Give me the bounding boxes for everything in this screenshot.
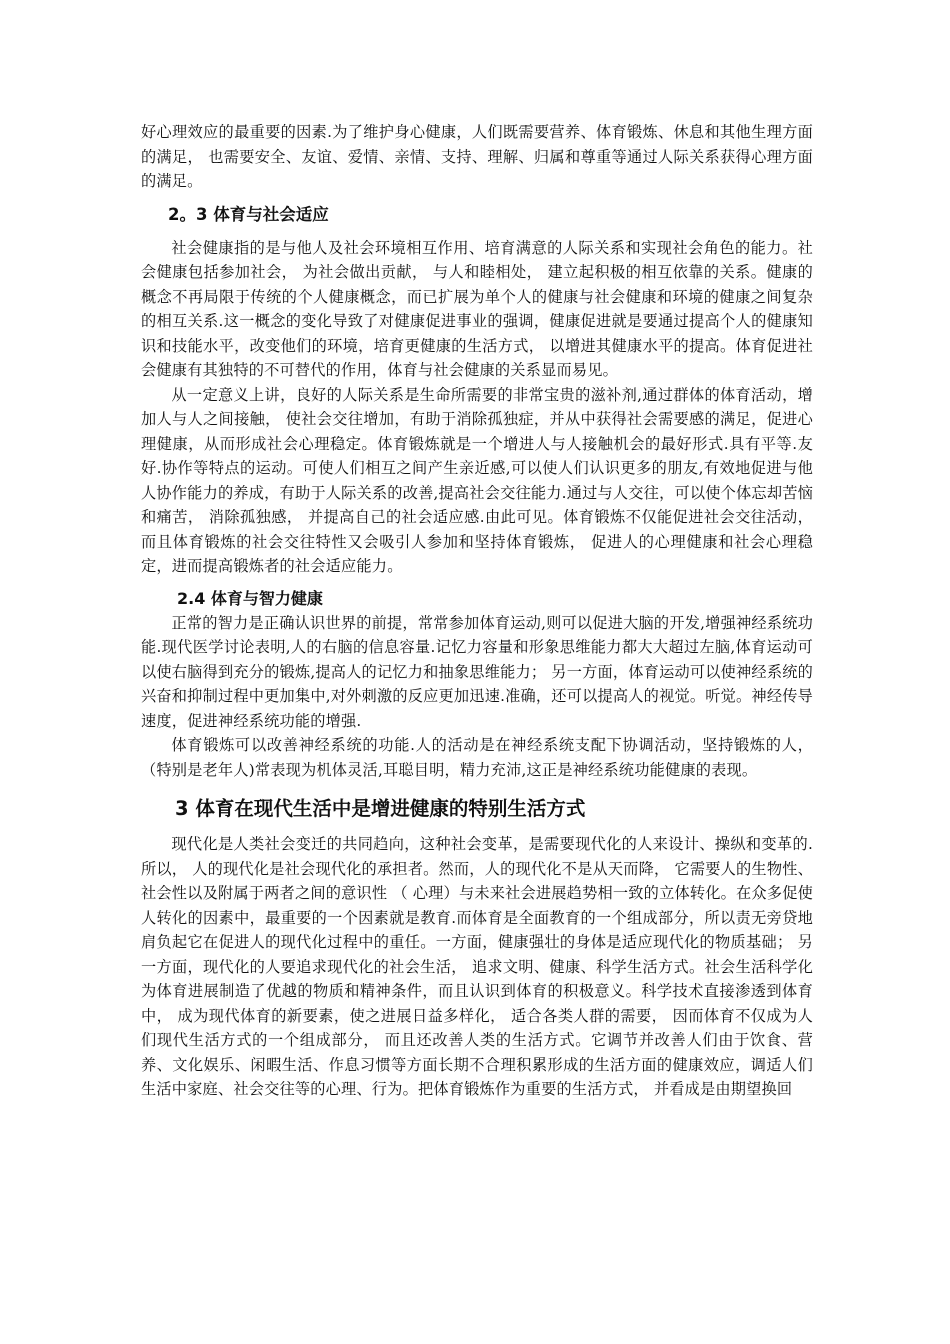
paragraph-continued: 好心理效应的最重要的因素.为了维护身心健康，人们既需要营养、体育锻炼、休息和其他生理方面的满足， 也需要安全、友谊、爱情、亲情、支持、理解、归属和尊重等通过人际关系获得心理方面的满足。 — [141, 123, 813, 190]
section-heading-3: 3 体育在现代生活中是增进健康的特别生活方式 — [175, 797, 586, 820]
paragraph-social-health: 社会健康指的是与他人及社会环境相互作用、培育满意的人际关系和实现社会角色的能力。社会健康包括参加社会， 为社会做出贡献， 与人和睦相处， 建立起积极的相互依靠的关系。健康的概念不再局限于传统的个人健康概念，而已扩展为单个人的健康与社会健康和环境的健康之间复杂的相互关系.这一概念的变化导致了对健康促进事业的强调，健康促进就是要通过提高个人的健康知识和技能水平，改变他们的环境，培育更健康的生活方式， 以增进其健康水平的提高。体育促进社会健康有其独特的不可替代的作用，体育与社会健康的关系显而易见。 — [141, 238, 813, 379]
section-heading-2-4: 2.4 体育与智力健康 — [177, 588, 323, 608]
paragraph-intelligence: 正常的智力是正确认识世界的前提，常常参加体育运动,则可以促进大脑的开发,增强神经系统功能.现代医学讨论表明,人的右脑的信息容量.记忆力容量和形象思维能力都大大超过左脑,体育运动可以使右脑得到充分的锻炼,提高人的记忆力和抽象思维能力； 另一方面，体育运动可以使神经系统的兴奋和抑制过程中更加集中,对外刺激的反应更加迅速.准确，还可以提高人的视觉。听觉。神经传导速度，促进神经系统功能的增强. — [141, 613, 813, 730]
section-heading-2-3: 2。3 体育与社会适应 — [168, 204, 329, 224]
paragraph-nervous-system: 体育锻炼可以改善神经系统的功能.人的活动是在神经系统支配下协调活动，坚持锻炼的人，（特别是老年人)常表现为机体灵活,耳聪目明，精力充沛,这正是神经系统功能健康的表现。 — [141, 736, 813, 779]
document-page — [141, 120, 813, 1102]
paragraph-interpersonal: 从一定意义上讲，良好的人际关系是生命所需要的非常宝贵的滋补剂,通过群体的体育活动，增加人与人之间接触， 使社会交往增加，有助于消除孤独症，并从中获得社会需要感的满足，促进心理健康，从而形成社会心理稳定。体育锻炼就是一个增进人与人接触机会的最好形式.具有平等.友好.协作等特点的运动。可使人们相互之间产生亲近感,可以使人们认识更多的朋友,有效地促进与他人协作能力的养成，有助于人际关系的改善,提高社会交往能力.通过与人交往，可以使个体忘却苦恼和痛苦， 消除孤独感， 并提高自己的社会适应感.由此可见。体育锻炼不仅能促进社会交往活动， 而且体育锻炼的社会交往特性又会吸引人参加和坚持体育锻炼， 促进人的心理健康和社会心理稳定，进而提高锻炼者的社会适应能力。 — [141, 385, 813, 575]
paragraph-modernization: 现代化是人类社会变迁的共同趋向，这种社会变革，是需要现代化的人来设计、操纵和变革的.所以， 人的现代化是社会现代化的承担者。然而，人的现代化不是从天而降， 它需要人的生物性、社会性以及附属于两者之间的意识性 （ 心理）与未来社会进展趋势相一致的立体转化。在众多促使人转化的因素中，最重要的一个因素就是教育.而体育是全面教育的一个组成部分，所以责无旁贷地肩负起它在促进人的现代化过程中的重任。一方面，健康强壮的身体是适应现代化的物质基础； 另一方面，现代化的人要追求现代化的社会生活， 追求文明、健康、科学生活方式。社会生活科学化为体育进展制造了优越的物质和精神条件，而且认识到体育的积极意义。科学技术直接渗透到体育中， 成为现代体育的新要素，使之进展日益多样化， 适合各类人群的需要， 因而体育不仅成为人们现代生活方式的一个组成部分， 而且还改善人类的生活方式。它调节并改善人们由于饮食、营养、文化娱乐、闲暇生活、作息习惯等方面长期不合理积累形成的生活方面的健康效应，调适人们生活中家庭、社会交往等的心理、行为。把体育锻炼作为重要的生活方式， 并看成是由期望换回 — [141, 835, 813, 1098]
